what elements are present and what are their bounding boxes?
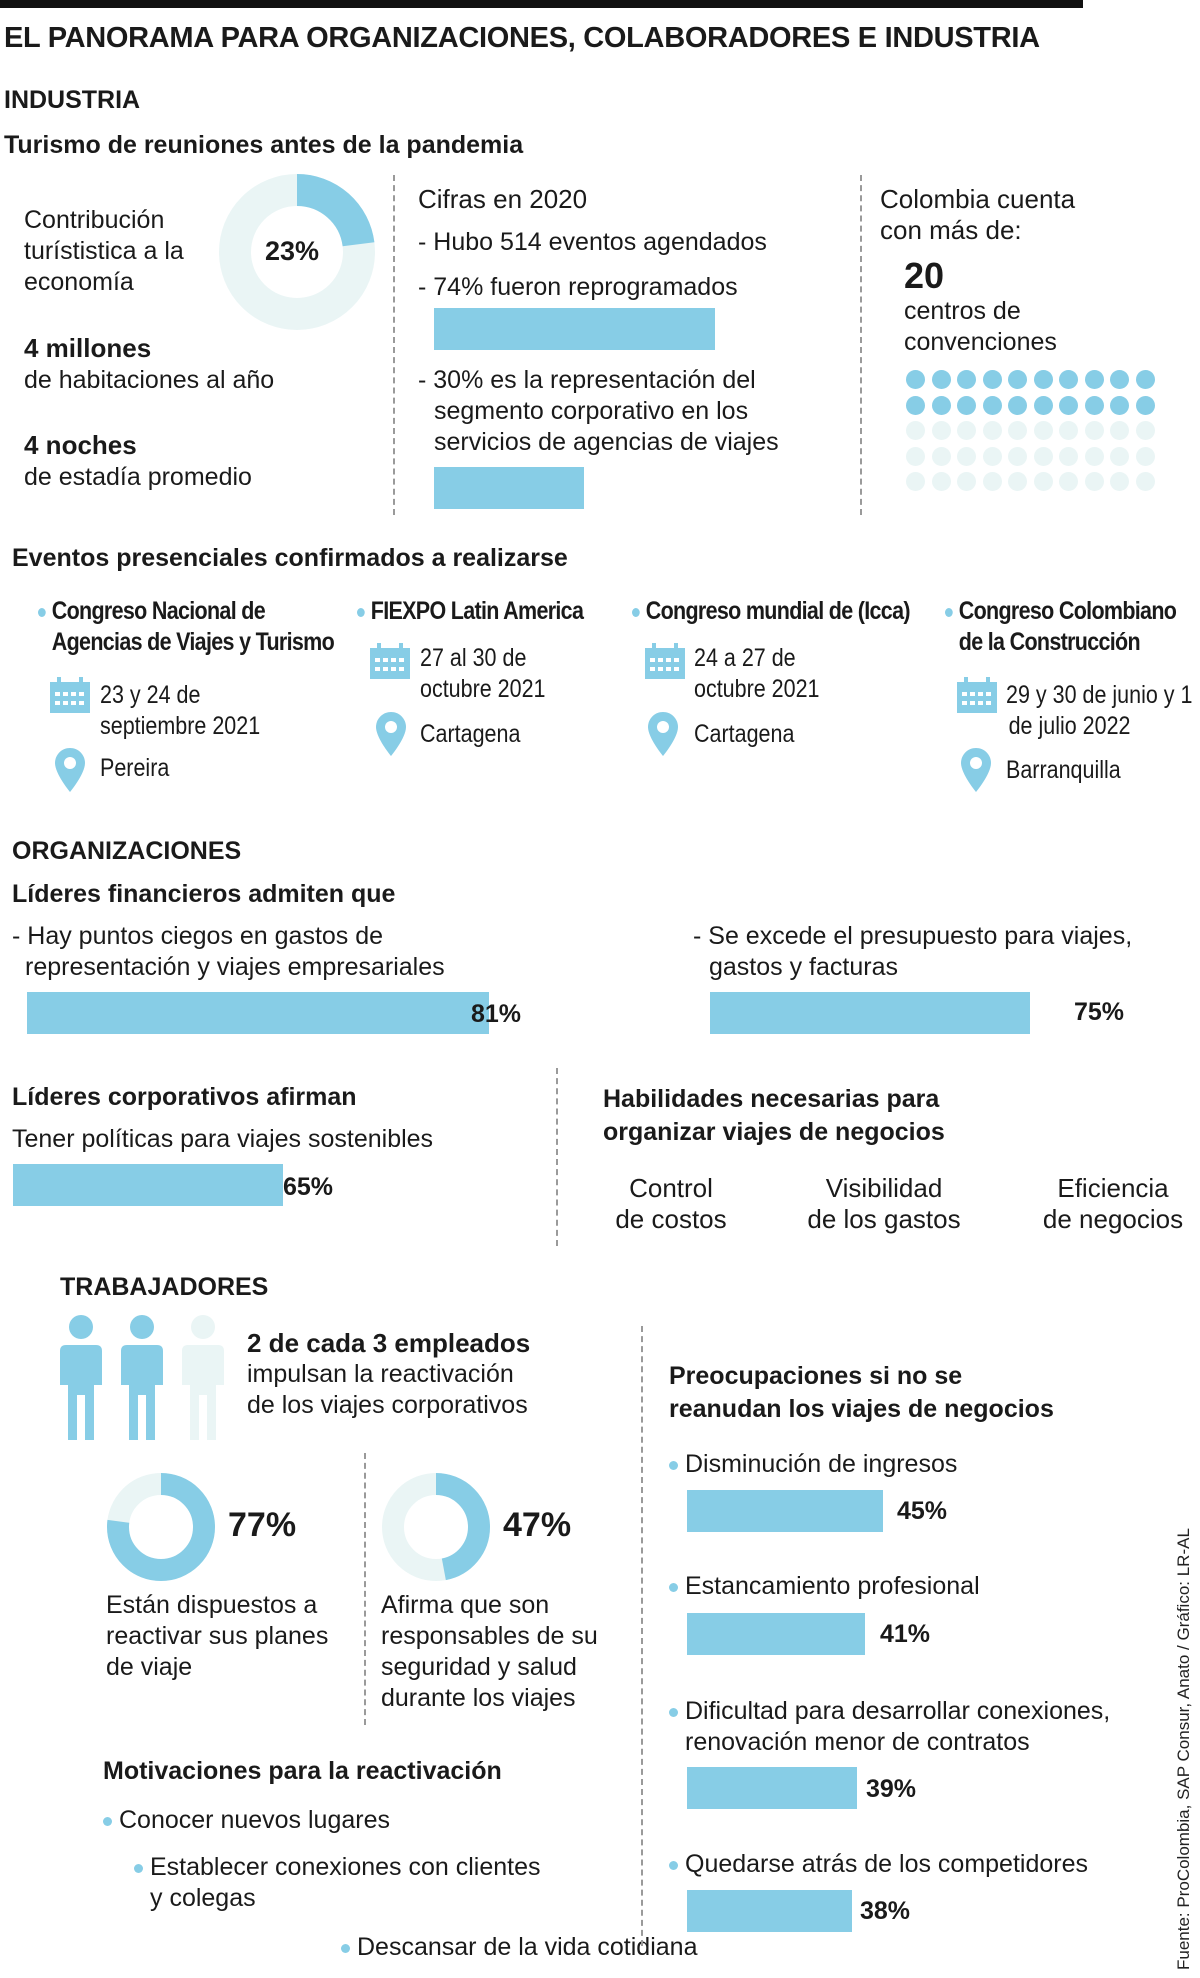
convention-center-dot: [1034, 447, 1053, 466]
event-name-line: FIEXPO Latin America: [370, 597, 584, 625]
event-date-line: 23 y 24 de: [100, 681, 201, 709]
bullet-dot-icon: [669, 1708, 678, 1717]
motivacion-item: [341, 1932, 697, 1963]
event-date-line: 29 y 30 de junio y 1: [1006, 681, 1193, 709]
industria-title: Turismo de reuniones antes de la pandemia: [4, 131, 524, 159]
responsables-line: durante los viajes: [381, 1684, 576, 1712]
convention-center-dot: [1034, 421, 1053, 440]
habilidades-title: [603, 1083, 945, 1149]
competidores-percent: 38%: [860, 1897, 911, 1925]
responsables-line: responsables de su: [381, 1622, 598, 1650]
politicas-bar: [13, 1164, 283, 1206]
convention-center-dot: [1136, 370, 1155, 389]
convention-center-dot: [1110, 396, 1129, 415]
colombia-label: [904, 296, 1057, 358]
conexiones-percent: 39%: [866, 1775, 917, 1803]
colombia-label-line: centros de: [904, 297, 1021, 325]
eventos-title: Eventos presenciales confirmados a realizarse: [12, 544, 568, 572]
convention-center-dot: [1136, 421, 1155, 440]
convention-center-dot: [1110, 370, 1129, 389]
calendar-icon: [370, 643, 410, 679]
preocupacion-item: [669, 1849, 1088, 1880]
calendar-icon: [645, 643, 685, 679]
habilidades-title-line: organizar viajes de negocios: [603, 1118, 945, 1146]
responsables-donut: [381, 1472, 491, 1582]
dispuestos-text: [106, 1590, 328, 1683]
responsables-line: Afirma que son: [381, 1591, 550, 1619]
habitaciones-value: 4 millones: [24, 333, 152, 363]
event-card: [632, 596, 955, 627]
event-date-line: octubre 2021: [694, 675, 820, 703]
event-name-line: de la Construcción: [958, 628, 1140, 656]
cifras-item-eventos: - Hubo 514 eventos agendados: [418, 228, 767, 256]
convention-center-dot: [906, 396, 925, 415]
event-name: [357, 596, 583, 627]
contribucion-line: turístistica a la: [24, 237, 184, 265]
person-icon: [180, 1315, 226, 1440]
motivacion-item: [134, 1852, 541, 1914]
bullet-dot-icon: [357, 608, 365, 617]
convention-center-dot: [1085, 396, 1104, 415]
convention-center-dot: [1136, 396, 1155, 415]
preocupacion-line: renovación menor de contratos: [685, 1728, 1030, 1756]
motivacion-line: Descansar de la vida cotidiana: [357, 1933, 698, 1961]
dispuestos-donut: [106, 1472, 216, 1582]
convention-centers-dot-grid: [906, 370, 1156, 500]
preocupacion-line: Quedarse atrás de los competidores: [685, 1850, 1088, 1878]
convention-center-dot: [932, 421, 951, 440]
convention-center-dot: [932, 472, 951, 491]
motivacion-line: y colegas: [150, 1884, 256, 1912]
financieros-item: [693, 921, 1132, 983]
competidores-bar: [687, 1890, 852, 1932]
bullet-dot-icon: [134, 1864, 143, 1873]
bullet-dot-icon: [669, 1583, 678, 1592]
convention-center-dot: [983, 447, 1002, 466]
corporativo-line: - 30% es la representación del: [418, 366, 756, 394]
convention-center-dot: [1136, 472, 1155, 491]
convention-center-dot: [1059, 370, 1078, 389]
financieros-line: representación y viajes empresariales: [25, 953, 445, 981]
skill-line: de costos: [615, 1204, 727, 1234]
event-card: [38, 596, 382, 658]
convention-center-dot: [1059, 421, 1078, 440]
colombia-number: 20: [904, 255, 945, 296]
motivacion-line: Establecer conexiones con clientes: [150, 1853, 541, 1881]
skill-item: [571, 1173, 771, 1235]
convention-center-dot: [1110, 421, 1129, 440]
convention-center-dot: [1008, 396, 1027, 415]
responsables-text: [381, 1590, 598, 1714]
location-pin-icon: [648, 712, 678, 756]
noches-label: de estadía promedio: [24, 463, 252, 491]
habilidades-title-line: Habilidades necesarias para: [603, 1085, 940, 1113]
event-date-line: 24 a 27 de: [694, 644, 796, 672]
empleados-label-line: impulsan la reactivación: [247, 1360, 514, 1388]
contribucion-line: Contribución: [24, 206, 165, 234]
noches-value: 4 noches: [24, 430, 137, 460]
convention-center-dot: [1059, 396, 1078, 415]
estancamiento-percent: 41%: [880, 1620, 931, 1648]
location-pin-icon: [961, 748, 991, 792]
convention-center-dot: [906, 472, 925, 491]
ingresos-percent: 45%: [897, 1497, 948, 1525]
preocupacion-item: [669, 1449, 957, 1480]
event-date: [694, 643, 820, 705]
financieros-title: Líderes financieros admiten que: [12, 880, 396, 908]
estancamiento-bar: [687, 1613, 865, 1655]
convention-center-dot: [983, 421, 1002, 440]
colombia-title-line: Colombia cuenta: [880, 184, 1076, 214]
convention-center-dot: [1008, 472, 1027, 491]
convention-center-dot: [1085, 421, 1104, 440]
dispuestos-line: reactivar sus planes: [106, 1622, 329, 1650]
convention-center-dot: [906, 370, 925, 389]
convention-center-dot: [1008, 370, 1027, 389]
responsables-line: seguridad y salud: [381, 1653, 577, 1681]
convention-center-dot: [983, 370, 1002, 389]
event-city: Pereira: [100, 754, 170, 782]
corporativo-line: servicios de agencias de viajes: [434, 428, 779, 456]
presupuesto-bar: [710, 992, 1030, 1034]
event-name-line: Congreso Nacional de: [51, 597, 265, 625]
convention-center-dot: [1034, 396, 1053, 415]
corporativos-title: Líderes corporativos afirman: [12, 1083, 357, 1111]
bullet-dot-icon: [341, 1944, 350, 1953]
corporativos-text: Tener políticas para viajes sostenibles: [12, 1125, 434, 1153]
event-card: [945, 596, 1200, 658]
event-date-line: 27 al 30 de: [420, 644, 527, 672]
divider: [393, 175, 395, 515]
motivacion-line: Conocer nuevos lugares: [119, 1806, 390, 1834]
divider: [364, 1453, 366, 1725]
section-label-trabajadores: TRABAJADORES: [60, 1273, 269, 1301]
empleados-label-line: de los viajes corporativos: [247, 1391, 528, 1419]
skill-line: Visibilidad: [825, 1173, 943, 1203]
convention-center-dot: [1034, 472, 1053, 491]
habitaciones-label: de habitaciones al año: [24, 366, 275, 394]
divider: [556, 1068, 558, 1246]
convention-center-dot: [1136, 447, 1155, 466]
preocupaciones-title-line: reanudan los viajes de negocios: [669, 1395, 1054, 1423]
corporativo-line: segmento corporativo en los: [434, 397, 749, 425]
conexiones-bar: [687, 1767, 857, 1809]
event-name: [945, 596, 1176, 658]
convention-center-dot: [932, 396, 951, 415]
financieros-item: [12, 921, 445, 983]
event-date-line: de julio 2022: [1008, 712, 1131, 740]
section-label-organizaciones: ORGANIZACIONES: [12, 837, 242, 865]
ingresos-bar: [687, 1490, 883, 1532]
colombia-label-line: convenciones: [904, 328, 1057, 356]
cifras-title: Cifras en 2020: [418, 184, 588, 214]
event-name-line: Congreso Colombiano: [958, 597, 1177, 625]
event-name: [38, 596, 334, 658]
event-name-line: Agencias de Viajes y Turismo: [51, 628, 335, 656]
convention-center-dot: [957, 472, 976, 491]
preocupacion-line: Disminución de ingresos: [685, 1450, 958, 1478]
headline: EL PANORAMA PARA ORGANIZACIONES, COLABORADORES E INDUSTRIA: [4, 22, 1040, 54]
financieros-line: gastos y facturas: [709, 953, 898, 981]
divider: [860, 175, 862, 515]
empleados-value: 2 de cada 3 empleados: [247, 1328, 531, 1358]
convention-center-dot: [1110, 472, 1129, 491]
puntos-ciegos-bar: [27, 992, 489, 1034]
contribucion-percent: 23%: [265, 236, 320, 266]
event-city: Cartagena: [694, 720, 795, 748]
financieros-line: - Hay puntos ciegos en gastos de: [12, 922, 384, 950]
presupuesto-percent: 75%: [1074, 998, 1125, 1026]
person-icon: [58, 1315, 104, 1440]
convention-center-dot: [1085, 447, 1104, 466]
convention-center-dot: [932, 447, 951, 466]
preocupaciones-title-line: Preocupaciones si no se: [669, 1362, 963, 1390]
top-rule: [0, 0, 1083, 8]
convention-center-dot: [1110, 447, 1129, 466]
event-city: Cartagena: [420, 720, 521, 748]
convention-center-dot: [983, 472, 1002, 491]
convention-center-dot: [957, 421, 976, 440]
preocupacion-line: Estancamiento profesional: [685, 1572, 980, 1600]
event-date: [100, 680, 260, 742]
contribucion-line: economía: [24, 268, 134, 296]
politicas-percent: 65%: [283, 1173, 334, 1201]
dispuestos-line: Están dispuestos a: [106, 1591, 318, 1619]
convention-center-dot: [932, 370, 951, 389]
skill-line: de los gastos: [807, 1204, 961, 1234]
convention-center-dot: [1085, 472, 1104, 491]
puntos-ciegos-percent: 81%: [471, 1000, 522, 1028]
convention-center-dot: [1059, 447, 1078, 466]
event-date: [1006, 680, 1192, 742]
motivacion-item: [103, 1805, 390, 1836]
preocupacion-line: Dificultad para desarrollar conexiones,: [685, 1697, 1111, 1725]
cifras-item-corporativo: [418, 365, 779, 458]
person-icon: [119, 1315, 165, 1440]
preocupacion-item: [669, 1571, 980, 1602]
event-date-line: septiembre 2021: [100, 712, 261, 740]
bullet-dot-icon: [669, 1861, 678, 1870]
bullet-dot-icon: [945, 608, 953, 617]
dispuestos-percent: 77%: [228, 1506, 297, 1544]
skill-item: [1013, 1173, 1200, 1235]
convention-center-dot: [957, 447, 976, 466]
bullet-dot-icon: [103, 1817, 112, 1826]
convention-center-dot: [983, 396, 1002, 415]
employees-pictogram: [58, 1315, 238, 1440]
skill-line: Eficiencia: [1057, 1173, 1169, 1203]
bullet-dot-icon: [632, 608, 640, 617]
event-date-line: octubre 2021: [420, 675, 546, 703]
reprogramados-bar: [434, 308, 715, 350]
preocupacion-item: [669, 1696, 1110, 1758]
colombia-title-line: con más de:: [880, 215, 1022, 245]
convention-center-dot: [1034, 370, 1053, 389]
motivaciones-title: Motivaciones para la reactivación: [103, 1757, 502, 1785]
convention-center-dot: [906, 421, 925, 440]
calendar-icon: [957, 677, 997, 713]
event-name: [632, 596, 910, 627]
event-card: [357, 596, 620, 627]
convention-center-dot: [906, 447, 925, 466]
convention-center-dot: [1059, 472, 1078, 491]
contribucion-label: [24, 205, 184, 298]
bullet-dot-icon: [38, 608, 46, 617]
convention-center-dot: [957, 396, 976, 415]
event-name-line: Congreso mundial de (Icca): [645, 597, 910, 625]
calendar-icon: [50, 677, 90, 713]
convention-center-dot: [1008, 421, 1027, 440]
divider: [641, 1326, 643, 1946]
source-credit: Fuente: ProColombia, SAP Consur, Anato / Gráfico: LR-AL: [1174, 1528, 1193, 1970]
responsables-percent: 47%: [503, 1506, 572, 1544]
convention-center-dot: [957, 370, 976, 389]
skill-line: de negocios: [1042, 1204, 1184, 1234]
convention-center-dot: [1085, 370, 1104, 389]
skill-line: Control: [629, 1173, 713, 1203]
dispuestos-line: de viaje: [106, 1653, 193, 1681]
preocupaciones-title: [669, 1360, 1054, 1426]
location-pin-icon: [55, 748, 85, 792]
financieros-line: - Se excede el presupuesto para viajes,: [693, 922, 1133, 950]
empleados-label: [247, 1359, 528, 1421]
section-label-industria: INDUSTRIA: [4, 86, 141, 114]
convention-center-dot: [1008, 447, 1027, 466]
skill-item: [784, 1173, 984, 1235]
event-city: Barranquilla: [1006, 756, 1121, 784]
bullet-dot-icon: [669, 1461, 678, 1470]
event-date: [420, 643, 546, 705]
corporativo-bar: [434, 467, 584, 509]
location-pin-icon: [376, 712, 406, 756]
colombia-title: [880, 184, 1075, 246]
cifras-item-reprogramados: - 74% fueron reprogramados: [418, 273, 738, 301]
